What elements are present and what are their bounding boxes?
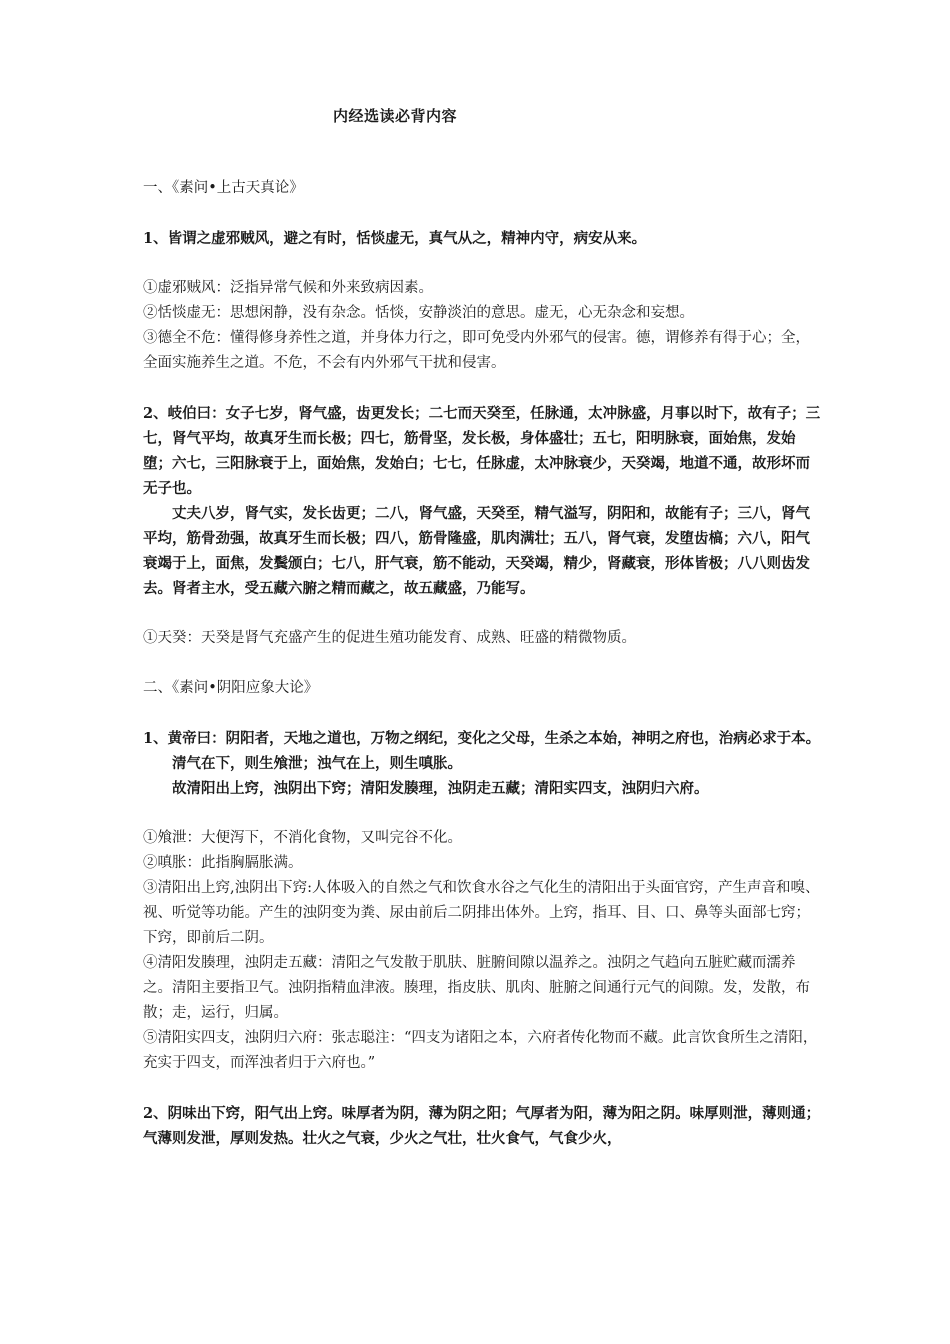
passage-2-1c: 故清阳出上窍，浊阴出下窍；清阳发腠理，浊阴走五藏；清阳实四支，浊阴归六府。 (172, 780, 709, 797)
passage-2-1a: 1、黄帝曰：阴阳者，天地之道也，万物之纲纪，变化之父母，生杀之本始，神明之府也，治病必求于本。 (143, 730, 821, 747)
document-body (143, 176, 823, 1151)
annotation: ④清阳发腠理，浊阴走五藏：清阳之气发散于肌肤、脏腑间隙以温养之。浊阴之气趋向五脏贮藏而濡养之。清阳主要指卫气。浊阴指精血津液。腠理，指皮肤、肌肉、脏腑之间通行元气的间隙。发，发散，布散；走，运行，归属。 (143, 955, 810, 1021)
page-title: 内经选读必背内容 (333, 107, 458, 125)
passage-2-1b: 清气在下，则生飧泄；浊气在上，则生嗔胀。 (172, 755, 462, 772)
annotation: ①飧泄：大便泻下，不消化食物，又叫完谷不化。 (143, 830, 462, 846)
annotation: ②恬惔虚无：思想闲静，没有杂念。恬惔，安静淡泊的意思。虚无，心无杂念和妄想。 (143, 305, 694, 321)
passage-2-2: 2、阴味出下窍，阳气出上窍。味厚者为阴，薄为阴之阳；气厚者为阳，薄为阳之阴。味厚则泄，薄则通；气薄则发泄，厚则发热。壮火之气衰，少火之气壮，壮火食气，气食少火， (143, 1105, 821, 1147)
annotation: ①天癸：天癸是肾气充盛产生的促进生殖功能发育、成熟、旺盛的精微物质。 (143, 630, 636, 646)
annotation: ③德全不危：懂得修身养性之道，并身体力行之，即可免受内外邪气的侵害。德，谓修养有得于心；全，全面实施养生之道。不危，不会有内外邪气干扰和侵害。 (143, 330, 810, 371)
section-heading-2: 二、《素问•阴阳应象大论》 (143, 680, 319, 696)
passage-1-2b: 丈夫八岁，肾气实，发长齿更；二八，肾气盛，天癸至，精气溢写，阴阳和，故能有子；三八，肾气平均，筋骨劲强，故真牙生而长极；四八，筋骨隆盛，肌肉满壮；五八，肾气衰，发堕齿槁；六八，阳气衰竭于上，面焦，发鬓颁白；七八，肝气衰，筋不能动，天癸竭，精少，肾藏衰，形体皆极；八八则齿发去。肾者主水，受五藏六腑之精而藏之，故五藏盛，乃能写。 (143, 505, 810, 597)
annotation: ⑤清阳实四支，浊阴归六府：张志聪注：“四支为诸阳之本，六府者传化物而不藏。此言饮食所生之清阳，充实于四支，而浑浊者归于六府也。” (143, 1030, 818, 1071)
annotation: ①虚邪贼风：泛指异常气候和外来致病因素。 (143, 280, 433, 296)
annotation: ③清阳出上窍,浊阴出下窍:人体吸入的自然之气和饮食水谷之气化生的清阳出于头面官窍，产生声音和嗅、视、听觉等功能。产生的浊阴变为粪、尿由前后二阴排出体外。上窍，指耳、目、口、鼻等头面部七窍；下窍，即前后二阴。 (143, 880, 820, 946)
section-heading-1: 一、《素问•上古天真论》 (143, 180, 304, 196)
passage-1-1: 1、皆谓之虚邪贼风，避之有时，恬惔虚无，真气从之，精神内守，病安从来。 (143, 230, 647, 247)
passage-1-2a: 2、岐伯曰：女子七岁，肾气盛，齿更发长；二七而天癸至，任脉通，太冲脉盛，月事以时下，故有子；三七，肾气平均，故真牙生而长极；四七，筋骨坚，发长极，身体盛壮；五七，阳明脉衰，面始焦，发始堕；六七，三阳脉衰于上，面始焦，发始白；七七，任脉虚，太冲脉衰少，天癸竭，地道不通，故形坏而无子也。 (143, 405, 821, 497)
annotation: ②嗔胀：此指胸膈胀满。 (143, 855, 303, 871)
